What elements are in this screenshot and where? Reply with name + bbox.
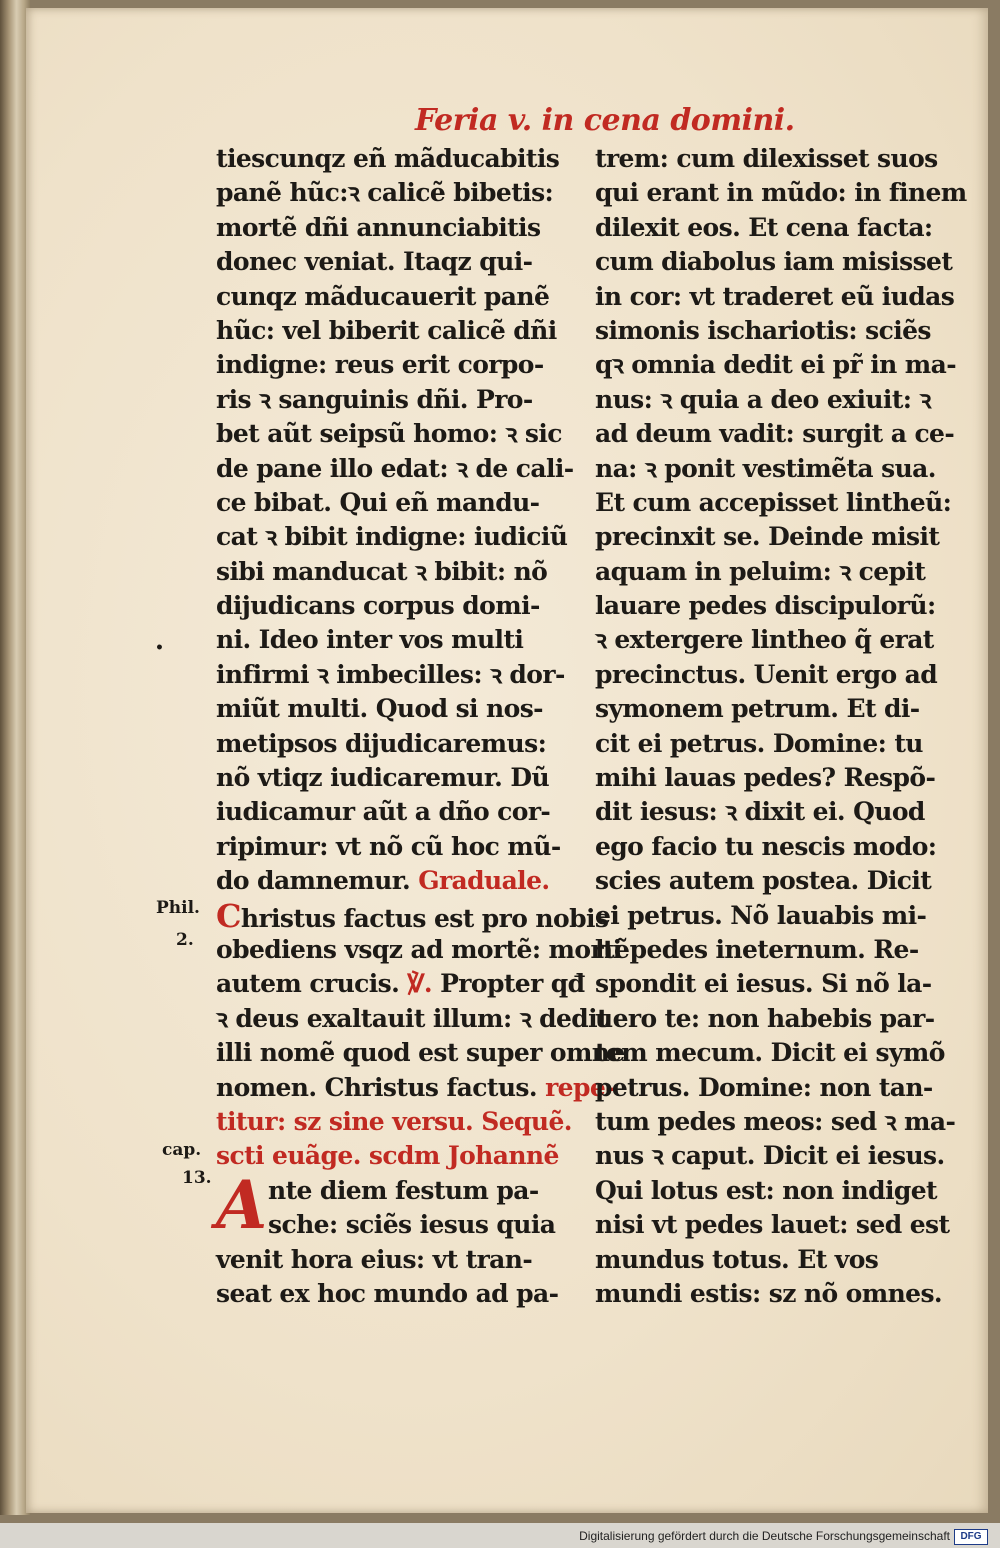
text-line: miũt multi. Quod si nos- bbox=[216, 694, 543, 724]
text-line: nõ vtiqz iudicaremur. Dũ bbox=[216, 763, 550, 793]
rubric-line: titur: sz sine versu. Sequẽ. bbox=[216, 1106, 572, 1136]
text-line: nus ꝛ caput. Dicit ei iesus. bbox=[595, 1141, 945, 1171]
margin-note-phil-number: 2. bbox=[176, 930, 194, 950]
text-line: Qui lotus est: non indiget bbox=[595, 1175, 938, 1205]
text-line: cat ꝛ bibit indigne: iudiciũ bbox=[216, 522, 568, 552]
text-line: simonis ischariotis: sciẽs bbox=[595, 315, 931, 345]
text-line: Et cum accepisset lintheũ: bbox=[595, 487, 952, 517]
gospel-line: nte diem festum pa- bbox=[268, 1175, 539, 1205]
gradual-label: Graduale. bbox=[418, 866, 550, 896]
text-line: mundus totus. Et vos bbox=[595, 1244, 879, 1274]
text-line: cunqz mãducauerit panẽ bbox=[216, 281, 550, 311]
footer-credit: Digitalisierung gefördert durch die Deutsche Forschungsgemeinschaft bbox=[579, 1529, 950, 1543]
text-line: cit ei petrus. Domine: tu bbox=[595, 728, 923, 758]
text-line: aquam in peluim: ꝛ cepit bbox=[595, 556, 926, 586]
text-line: ego facio tu nescis modo: bbox=[595, 831, 937, 861]
text-line: ce bibat. Qui eñ mandu- bbox=[216, 487, 540, 517]
text-line: lauare pedes discipulorũ: bbox=[595, 591, 936, 621]
text-line: donec veniat. Itaqz qui- bbox=[216, 247, 533, 277]
text-line: na: ꝛ ponit vestimẽta sua. bbox=[595, 453, 936, 483]
text-line: ris ꝛ sanguinis dñi. Pro- bbox=[216, 384, 533, 414]
gospel-line: sche: sciẽs iesus quia bbox=[268, 1210, 556, 1240]
text-line: precinxit se. Deinde misit bbox=[595, 522, 940, 552]
text-line: dilexit eos. Et cena facta: bbox=[595, 212, 933, 242]
gospel-title: scti euãge. scdm Johannẽ bbox=[216, 1141, 559, 1171]
text-line: tem mecum. Dicit ei symõ bbox=[595, 1038, 945, 1068]
text-line: dit iesus: ꝛ dixit ei. Quod bbox=[595, 797, 925, 827]
left-column bbox=[216, 142, 630, 1311]
gradual-line: obediens vsqz ad mortẽ: mortẽ bbox=[216, 934, 630, 964]
margin-dot: • bbox=[155, 640, 164, 656]
text-line: hũc: vel biberit calicẽ dñi bbox=[216, 315, 557, 345]
text-line: panẽ hũc:ꝛ calicẽ bibetis: bbox=[216, 178, 554, 208]
text-line: uero te: non habebis par- bbox=[595, 1003, 935, 1033]
text-line: nus: ꝛ quia a deo exiuit: ꝛ bbox=[595, 384, 931, 414]
text-line: trem: cum dilexisset suos bbox=[595, 144, 938, 173]
text-line: ripimur: vt nõ cũ hoc mũ- bbox=[216, 831, 561, 861]
text-line: petrus. Domine: non tan- bbox=[595, 1072, 933, 1102]
text-fragment: do damnemur. bbox=[216, 866, 411, 896]
rubric-repetitur: repe- bbox=[545, 1072, 615, 1102]
gradual-text: autem crucis. bbox=[216, 969, 400, 999]
text-line: dijudicans corpus domi- bbox=[216, 591, 540, 621]
left-column-text bbox=[216, 142, 578, 864]
red-initial-c: C bbox=[216, 896, 241, 935]
text-line: mortẽ dñi annunciabitis bbox=[216, 212, 541, 242]
text-line: mundi estis: sz nõ omnes. bbox=[595, 1278, 943, 1308]
gospel-line: seat ex hoc mundo ad pa- bbox=[216, 1278, 559, 1308]
gradual-heading-line bbox=[216, 864, 578, 898]
text-line: iudicamur aũt a dño cor- bbox=[216, 797, 551, 827]
text-line: qꝛ omnia dedit ei pr̃ in ma- bbox=[595, 350, 957, 380]
text-line: qui erant in mũdo: in finem bbox=[595, 178, 967, 208]
text-line: de pane illo edat: ꝛ de cali- bbox=[216, 453, 574, 483]
margin-note-cap-number: 13. bbox=[182, 1168, 212, 1188]
running-header: Feria v. in cena domini. bbox=[415, 103, 795, 138]
text-line: ꝛ extergere lintheo q̃ erat bbox=[595, 625, 934, 655]
gradual-line bbox=[216, 967, 585, 1001]
text-line: hi pedes ineternum. Re- bbox=[595, 934, 919, 964]
text-line: scies autem postea. Dicit bbox=[595, 866, 932, 896]
text-line: mihi lauas pedes? Respõ- bbox=[595, 763, 936, 793]
text-line: sibi manducat ꝛ bibit: nõ bbox=[216, 556, 548, 586]
initial-letter-a: A bbox=[216, 1165, 267, 1244]
dfg-logo: DFG bbox=[954, 1529, 988, 1545]
text-line: symonem petrum. Et di- bbox=[595, 694, 920, 724]
gospel-line: venit hora eius: vt tran- bbox=[216, 1244, 533, 1274]
gradual-text: hristus factus est pro nobis bbox=[240, 903, 609, 933]
text-line: indigne: reus erit corpo- bbox=[216, 350, 544, 380]
text-line: ei petrus. Nõ lauabis mi- bbox=[595, 900, 927, 930]
right-column bbox=[595, 142, 967, 1311]
margin-note-phil: Phil. bbox=[156, 898, 200, 918]
text-line: cum diabolus iam misisset bbox=[595, 247, 953, 277]
gradual-line bbox=[216, 896, 609, 935]
text-line: in cor: vt traderet eũ iudas bbox=[595, 281, 955, 311]
gradual-line: ꝛ deus exaltauit illum: ꝛ dedit bbox=[216, 1003, 608, 1033]
text-line: tiescunqz eñ mãducabitis bbox=[216, 144, 560, 173]
text-line: precinctus. Uenit ergo ad bbox=[595, 659, 938, 689]
text-line: infirmi ꝛ imbecilles: ꝛ dor- bbox=[216, 659, 565, 689]
text-line: metipsos dijudicaremus: bbox=[216, 728, 547, 758]
versicle-text: Propter qđ bbox=[440, 969, 585, 999]
versicle-sign: ℣. bbox=[407, 969, 432, 999]
gradual-text: nomen. Christus factus. bbox=[216, 1072, 537, 1102]
text-line: ad deum vadit: surgit a ce- bbox=[595, 419, 955, 449]
margin-note-cap: cap. bbox=[162, 1140, 202, 1160]
gospel-start bbox=[216, 1165, 578, 1312]
text-line: spondit ei iesus. Si nõ la- bbox=[595, 969, 932, 999]
decorated-initial bbox=[216, 1165, 267, 1244]
text-line: nisi vt pedes lauet: sed est bbox=[595, 1210, 950, 1240]
gradual-line: illi nomẽ quod est super omne bbox=[216, 1038, 625, 1068]
text-line: tum pedes meos: sed ꝛ ma- bbox=[595, 1106, 956, 1136]
text-line: ni. Ideo inter vos multi bbox=[216, 625, 524, 655]
gradual-line bbox=[216, 1071, 615, 1105]
text-line: bet aũt seipsũ homo: ꝛ sic bbox=[216, 419, 562, 449]
